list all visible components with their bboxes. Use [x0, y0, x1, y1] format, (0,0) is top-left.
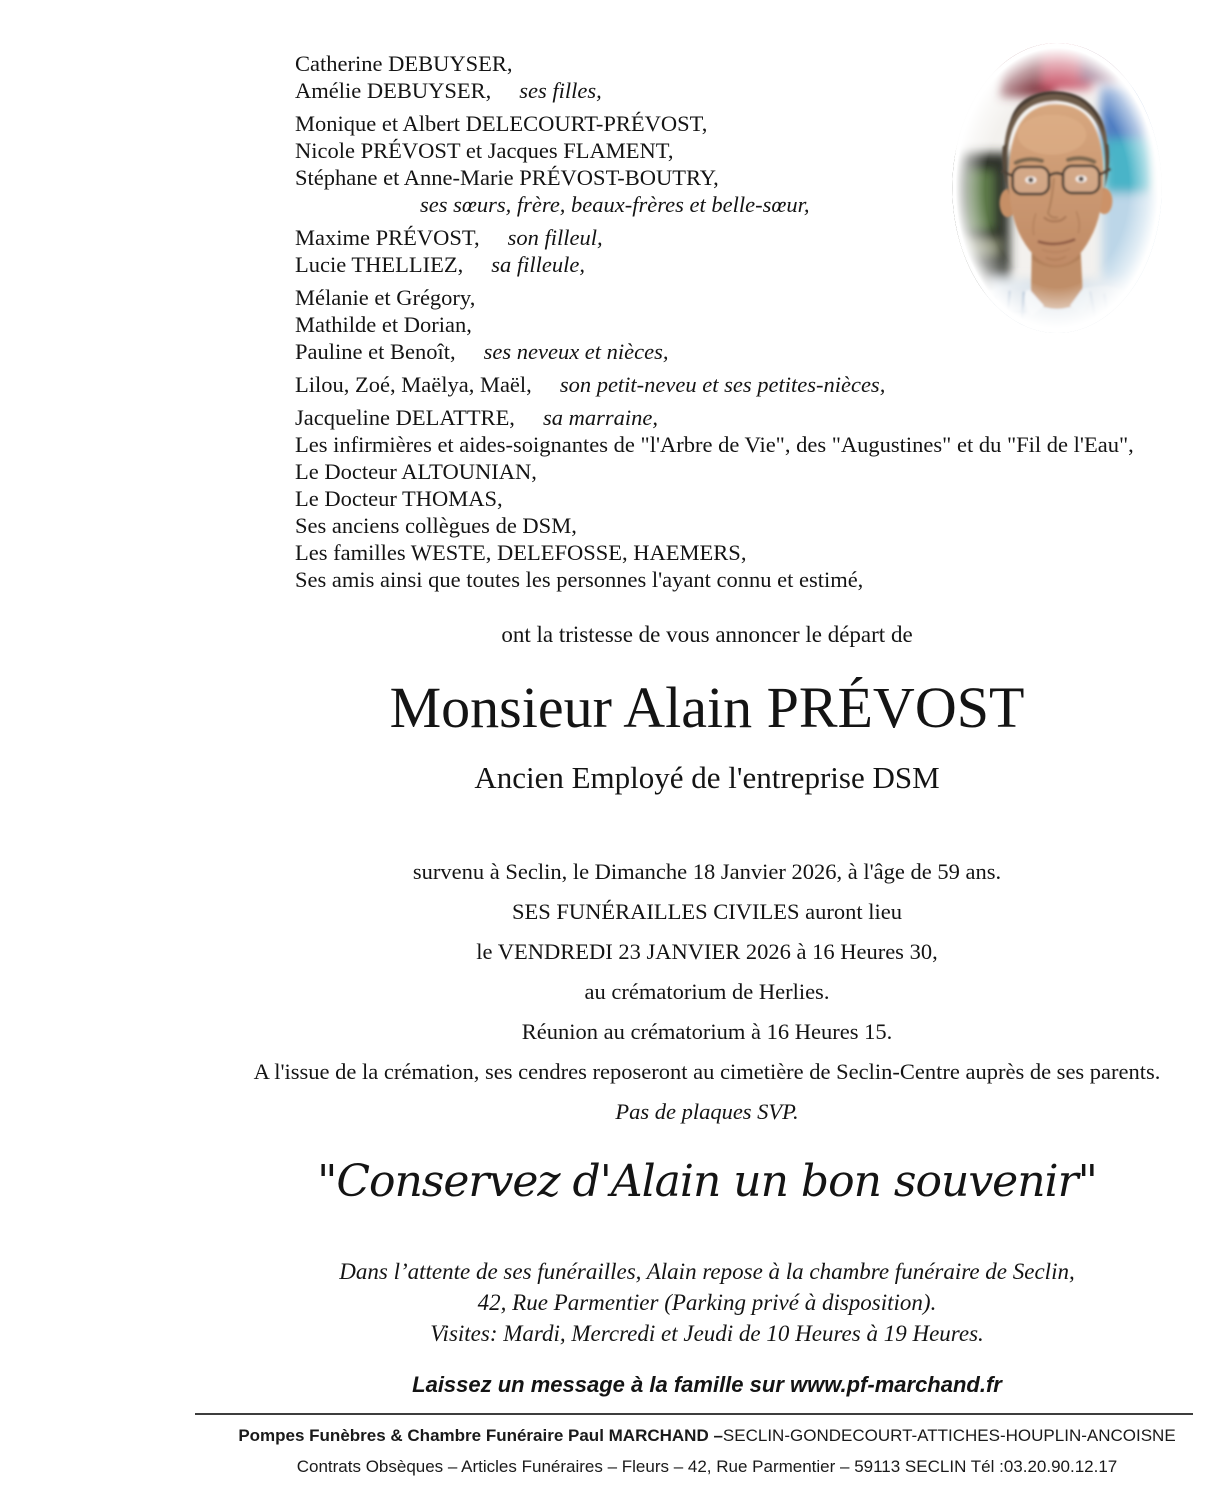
footer-divider — [195, 1413, 1193, 1415]
chapel-info-line: 42, Rue Parmentier (Parking privé à disposition). — [477, 1290, 937, 1315]
footer-cities: SECLIN-GONDECOURT-ATTICHES-HOUPLIN-ANCOISNE — [722, 1426, 1176, 1445]
relationship-label: ses sœurs, frère, beaux-frères et belle-sœur, — [420, 192, 810, 217]
family-names: Le Docteur THOMAS, — [295, 486, 503, 511]
family-line — [295, 431, 1175, 458]
funeral-detail-line: SES FUNÉRAILLES CIVILES auront lieu — [512, 899, 902, 924]
relationship-label: son filleul, — [507, 225, 603, 250]
family-names: Monique et Albert DELECOURT-PRÉVOST, — [295, 111, 708, 136]
relationship-label: sa filleule, — [491, 252, 586, 277]
family-line — [295, 404, 1175, 431]
funeral-detail-line: Réunion au crématorium à 16 Heures 15. — [521, 1019, 893, 1044]
relationship-label: son petit-neveu et ses petites-nièces, — [559, 372, 886, 397]
family-line — [295, 458, 1175, 485]
family-names: Jacqueline DELATTRE, — [295, 405, 515, 430]
relationship-label: sa marraine, — [542, 405, 658, 430]
family-names: Mathilde et Dorian, — [295, 312, 472, 337]
family-names: Les infirmières et aides-soignantes de "l'Arbre de Vie", des "Augustines" et du "Fil de l'Eau", — [295, 432, 1134, 457]
footer-brand: Pompes Funèbres & Chambre Funéraire Paul MARCHAND – — [238, 1426, 723, 1445]
funeral-detail-line: survenu à Seclin, le Dimanche 18 Janvier 2026, à l'âge de 59 ans. — [412, 859, 1002, 884]
family-line — [295, 566, 1175, 593]
portrait-photo — [951, 42, 1163, 334]
footer-brand-line — [200, 1425, 1214, 1447]
relationship-label: ses filles, — [519, 78, 602, 103]
family-names: Mélanie et Grégory, — [295, 285, 476, 310]
funeral-detail-line: Pas de plaques SVP. — [615, 1099, 799, 1124]
family-line — [295, 338, 1175, 365]
family-names: Le Docteur ALTOUNIAN, — [295, 459, 537, 484]
funeral-detail-line: A l'issue de la crémation, ses cendres reposeront au cimetière de Seclin-Centre auprès de ses parents. — [253, 1059, 1161, 1084]
portrait-illustration — [951, 42, 1163, 334]
announcement-intro: ont la tristesse de vous annoncer le départ de — [501, 622, 913, 647]
family-names: Ses anciens collègues de DSM, — [295, 513, 577, 538]
funeral-details — [200, 860, 1214, 1140]
family-names: Maxime PRÉVOST, — [295, 225, 480, 250]
memorial-quote: "Conservez d'Alain un bon souvenir" — [317, 1156, 1097, 1207]
family-names: Pauline et Benoît, — [295, 339, 456, 364]
deceased-role: Ancien Employé de l'entreprise DSM — [474, 760, 940, 795]
photo-vignette — [951, 42, 1162, 334]
family-names: Les familles WESTE, DELEFOSSE, HAEMERS, — [295, 540, 747, 565]
family-names: Catherine DEBUYSER, — [295, 51, 513, 76]
family-line — [295, 485, 1175, 512]
family-names: Lilou, Zoé, Maëlya, Maël, — [295, 372, 532, 397]
deceased-name: Monsieur Alain PRÉVOST — [389, 675, 1025, 740]
chapel-info — [200, 1256, 1214, 1349]
family-names: Amélie DEBUYSER, — [295, 78, 492, 103]
family-names: Nicole PRÉVOST et Jacques FLAMENT, — [295, 138, 674, 163]
footer-services-line: Contrats Obsèques – Articles Funéraires – Fleurs – 42, Rue Parmentier – 59113 SECLIN Tél :03.20.90.12.17 — [296, 1457, 1118, 1476]
family-line — [295, 512, 1175, 539]
online-message-line: Laissez un message à la famille sur www.pf-marchand.fr — [412, 1372, 1002, 1397]
chapel-info-line: Visites: Mardi, Mercredi et Jeudi de 10 Heures à 19 Heures. — [430, 1321, 984, 1346]
chapel-info-line: Dans l’attente de ses funérailles, Alain repose à la chambre funéraire de Seclin, — [339, 1259, 1075, 1284]
relationship-label: ses neveux et nièces, — [483, 339, 669, 364]
family-names: Lucie THELLIEZ, — [295, 252, 464, 277]
family-names: Ses amis ainsi que toutes les personnes l'ayant connu et estimé, — [295, 567, 864, 592]
funeral-home-footer — [200, 1425, 1214, 1487]
funeral-detail-line: le VENDREDI 23 JANVIER 2026 à 16 Heures 30, — [476, 939, 938, 964]
family-line — [295, 371, 1175, 398]
funeral-detail-line: au crématorium de Herlies. — [584, 979, 830, 1004]
family-names: Stéphane et Anne-Marie PRÉVOST-BOUTRY, — [295, 165, 719, 190]
family-line — [295, 539, 1175, 566]
